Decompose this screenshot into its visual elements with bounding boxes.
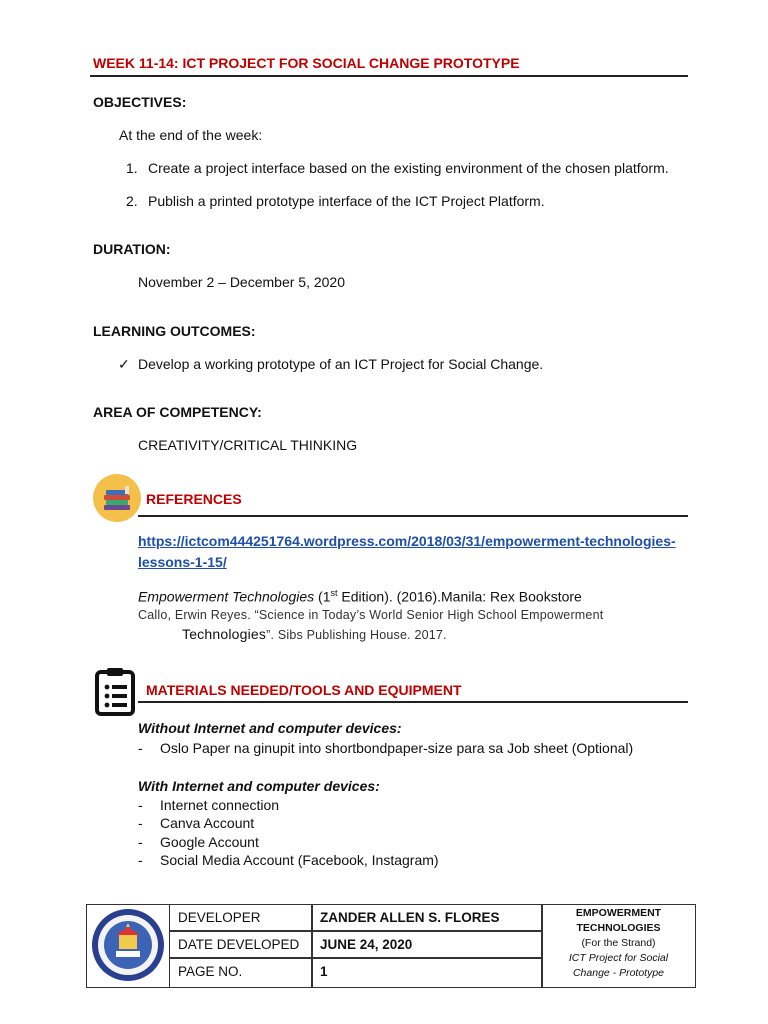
reference-book-2-publisher: ”. Sibs Publishing House. 2017.: [266, 628, 447, 642]
without-internet-heading: Without Internet and computer devices:: [138, 720, 402, 736]
footer-value-cell: [311, 957, 543, 988]
bullet-dash: -: [138, 797, 143, 813]
page-no-label: PAGE NO.: [178, 964, 243, 979]
school-seal-icon: [90, 907, 166, 983]
bullet-dash: -: [138, 740, 143, 756]
with-internet-heading: With Internet and computer devices:: [138, 778, 380, 794]
reference-book-2-title-end: Technologies: [182, 626, 267, 642]
reference-book-title: Empowerment Technologies: [138, 588, 315, 605]
learning-outcome-text: Develop a working prototype of an ICT Project for Social Change.: [138, 356, 544, 372]
topic-line1: ICT Project for Social: [568, 952, 669, 964]
date-developed-value: JUNE 24, 2020: [320, 937, 413, 952]
subject-line2: TECHNOLOGIES: [576, 922, 661, 934]
books-icon: [93, 474, 141, 522]
learning-outcomes-heading: LEARNING OUTCOMES:: [93, 323, 256, 339]
objective-item: [126, 160, 669, 176]
references-divider: [138, 515, 688, 517]
reference-book-1: [138, 588, 582, 605]
objective-text: Create a project interface based on the existing environment of the chosen platform.: [148, 160, 669, 176]
reference-book-details: Edition). (2016).Manila: Rex Bookstore: [337, 588, 582, 605]
references-heading: REFERENCES: [146, 491, 242, 507]
reference-book-edition-sup: st: [330, 588, 338, 598]
strand-note: (For the Strand): [581, 937, 656, 949]
footer-label-cell: [169, 957, 313, 988]
bullet-dash: -: [138, 815, 143, 831]
subject-cell: [541, 904, 696, 988]
objective-text: Publish a printed prototype interface of the ICT Project Platform.: [148, 193, 545, 209]
list-item: [138, 797, 279, 813]
objective-number: 1.: [126, 160, 138, 176]
footer-value-cell: [311, 904, 543, 932]
footer-label-cell: [169, 904, 313, 932]
list-item: [138, 834, 259, 850]
title-divider: [90, 75, 688, 77]
page-no-value: 1: [320, 964, 328, 979]
clipboard-icon: [93, 665, 137, 717]
list-item-text: Social Media Account (Facebook, Instagram): [160, 852, 439, 868]
reference-book-2-line2: [182, 626, 447, 642]
developer-value: ZANDER ALLEN S. FLORES: [320, 910, 500, 925]
materials-divider: [138, 701, 688, 703]
checkmark-icon: ✓: [118, 356, 130, 372]
footer-label-cell: [169, 930, 313, 959]
reference-link[interactable]: [138, 531, 676, 573]
duration-value: November 2 – December 5, 2020: [138, 274, 345, 290]
reference-link-line1[interactable]: https://ictcom444251764.wordpress.com/2018/03/31/empowerment-technologies-: [138, 533, 676, 549]
objective-number: 2.: [126, 193, 138, 209]
bullet-dash: -: [138, 834, 143, 850]
list-item: [138, 815, 254, 831]
list-item-text: Internet connection: [160, 797, 280, 813]
competency-value: CREATIVITY/CRITICAL THINKING: [138, 437, 358, 453]
objectives-intro: At the end of the week:: [119, 127, 263, 143]
objectives-heading: OBJECTIVES:: [93, 94, 187, 110]
list-item-text: Canva Account: [160, 815, 255, 831]
list-item: [138, 740, 633, 756]
developer-label: DEVELOPER: [178, 910, 261, 925]
learning-outcome-item: [118, 356, 543, 373]
bullet-dash: -: [138, 852, 143, 868]
duration-heading: DURATION:: [93, 241, 171, 257]
date-developed-label: DATE DEVELOPED: [178, 937, 300, 952]
footer-value-cell: [311, 930, 543, 959]
list-item: [138, 852, 439, 868]
reference-book-edition-open: (1: [314, 588, 331, 605]
reference-book-2-line1: Callo, Erwin Reyes. “Science in Today’s World Senior High School Empowerment: [138, 608, 604, 622]
subject-line1: EMPOWERMENT: [575, 907, 662, 919]
topic-line2: Change - Prototype: [572, 967, 665, 979]
materials-heading: MATERIALS NEEDED/TOOLS AND EQUIPMENT: [146, 682, 462, 698]
page-title: WEEK 11-14: ICT PROJECT FOR SOCIAL CHANGE PROTOTYPE: [93, 55, 520, 71]
reference-link-line2[interactable]: lessons-1-15/: [138, 554, 227, 570]
list-item-text: Google Account: [160, 834, 259, 850]
competency-heading: AREA OF COMPETENCY:: [93, 404, 262, 420]
objective-item: [126, 193, 545, 209]
list-item-text: Oslo Paper na ginupit into shortbondpaper-size para sa Job sheet (Optional): [160, 740, 634, 756]
